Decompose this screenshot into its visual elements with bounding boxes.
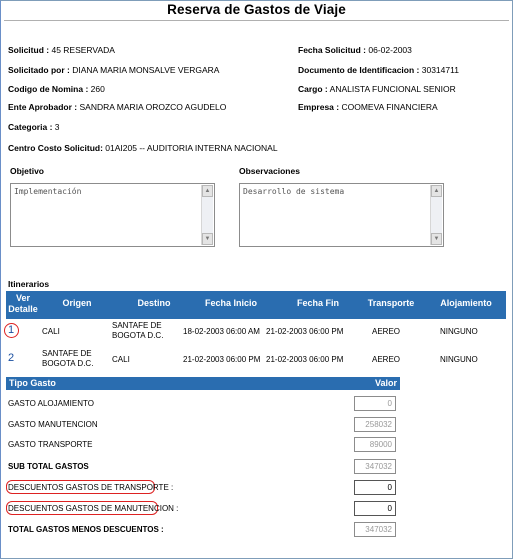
origen-cell: CALI (42, 327, 60, 336)
scroll-up-icon[interactable]: ▲ (202, 185, 213, 197)
alojamiento-cell: NINGUNO (440, 355, 478, 364)
empresa-value: COOMEVA FINANCIERA (341, 102, 438, 112)
categoria-row (8, 122, 60, 132)
col-fecha-inicio: Fecha Inicio (204, 298, 257, 308)
total-field: 347032 (354, 522, 396, 537)
documento-row (298, 65, 459, 75)
itinerarios-label: Itinerarios (8, 279, 50, 289)
categoria-value: 3 (54, 122, 60, 132)
destino-cell: SANTAFE DE BOGOTA D.C. (112, 321, 164, 340)
subtotal-field: 347032 (354, 459, 396, 474)
solicitud-row (8, 45, 115, 55)
col-fecha-fin: Fecha Fin (296, 298, 339, 308)
ente-label: Ente Aprobador : (8, 102, 78, 112)
col-alojamiento: Alojamiento (440, 298, 492, 308)
solicitado-row (8, 65, 219, 75)
objetivo-label: Objetivo (10, 166, 45, 176)
fecha-value: 06-02-2003 (368, 45, 412, 55)
fecha-inicio-cell: 18-02-2003 06:00 AM (183, 327, 260, 336)
observaciones-label: Observaciones (239, 166, 300, 176)
observaciones-textarea[interactable] (239, 183, 444, 247)
transporte-cell: AEREO (372, 327, 401, 336)
col-ver-detalle: Ver Detalle (8, 293, 38, 314)
cargo-label: Cargo : (298, 84, 328, 94)
cargo-row (298, 84, 456, 94)
gasto-alojamiento-label: GASTO ALOJAMIENTO (8, 399, 94, 408)
destino-cell: CALI (112, 355, 130, 364)
categoria-label: Categoria : (8, 122, 53, 132)
centro-costo-value: 01AI205 -- AUDITORIA INTERNA NACIONAL (105, 143, 278, 153)
gasto-manutencion-label: GASTO MANUTENCION (8, 420, 98, 429)
objetivo-text: Implementación (14, 187, 82, 196)
itinerarios-header (6, 291, 506, 319)
codigo-label: Codigo de Nomina : (8, 84, 89, 94)
fecha-fin-cell: 21-02-2003 06:00 PM (266, 355, 344, 364)
fecha-fin-cell: 21-02-2003 06:00 PM (266, 327, 344, 336)
desc-manutencion-label: DESCUENTOS GASTOS DE MANUTENCION : (8, 504, 179, 513)
documento-label: Documento de Identificacion : (298, 65, 420, 75)
solicitado-label: Solicitado por : (8, 65, 70, 75)
gasto-manutencion-field: 258032 (354, 417, 396, 432)
col-tipo-gasto: Tipo Gasto (9, 378, 56, 388)
ver-detalle-link[interactable]: 2 (8, 352, 15, 364)
desc-manutencion-input[interactable]: 0 (354, 501, 396, 516)
col-transporte: Transporte (367, 298, 415, 308)
solicitud-label: Solicitud : (8, 45, 50, 55)
scroll-down-icon[interactable]: ▼ (202, 233, 213, 245)
centro-costo-label: Centro Costo Solicitud: (8, 143, 103, 153)
fecha-label: Fecha Solicitud : (298, 45, 367, 55)
subtotal-label: SUB TOTAL GASTOS (8, 462, 89, 471)
total-label: TOTAL GASTOS MENOS DESCUENTOS : (8, 525, 164, 534)
scroll-down-icon[interactable]: ▼ (431, 233, 442, 245)
col-destino: Destino (137, 298, 171, 308)
observaciones-scrollbar[interactable] (430, 185, 442, 245)
transporte-cell: AEREO (372, 355, 401, 364)
centro-costo-row (8, 143, 278, 153)
solicitado-value: DIANA MARIA MONSALVE VERGARA (72, 65, 220, 75)
gasto-alojamiento-field: 0 (354, 396, 396, 411)
observaciones-text: Desarrollo de sistema (243, 187, 345, 196)
origen-cell: SANTAFE DE BOGOTA D.C. (42, 349, 94, 368)
empresa-row (298, 102, 438, 112)
title-divider (4, 20, 509, 21)
empresa-label: Empresa : (298, 102, 340, 112)
desc-transporte-input[interactable]: 0 (354, 480, 396, 495)
alojamiento-cell: NINGUNO (440, 327, 478, 336)
page-title: Reserva de Gastos de Viaje (167, 2, 346, 17)
gasto-transporte-field: 89000 (354, 437, 396, 452)
gastos-header (6, 377, 400, 390)
documento-value: 30314711 (421, 65, 459, 75)
col-origen: Origen (62, 298, 92, 308)
desc-transporte-label: DESCUENTOS GASTOS DE TRANSPORTE : (8, 483, 174, 492)
objetivo-scrollbar[interactable] (201, 185, 213, 245)
codigo-row (8, 84, 105, 94)
col-valor: Valor (374, 378, 397, 388)
ente-value: SANDRA MARIA OROZCO AGUDELO (79, 102, 227, 112)
codigo-value: 260 (90, 84, 105, 94)
solicitud-value: 45 RESERVADA (51, 45, 115, 55)
objetivo-textarea[interactable] (10, 183, 215, 247)
gasto-transporte-label: GASTO TRANSPORTE (8, 440, 93, 449)
ver-detalle-link[interactable]: 1 (8, 324, 15, 336)
scroll-up-icon[interactable]: ▲ (431, 185, 442, 197)
cargo-value: ANALISTA FUNCIONAL SENIOR (329, 84, 456, 94)
fecha-row (298, 45, 412, 55)
ente-row (8, 102, 226, 112)
fecha-inicio-cell: 21-02-2003 06:00 PM (183, 355, 261, 364)
